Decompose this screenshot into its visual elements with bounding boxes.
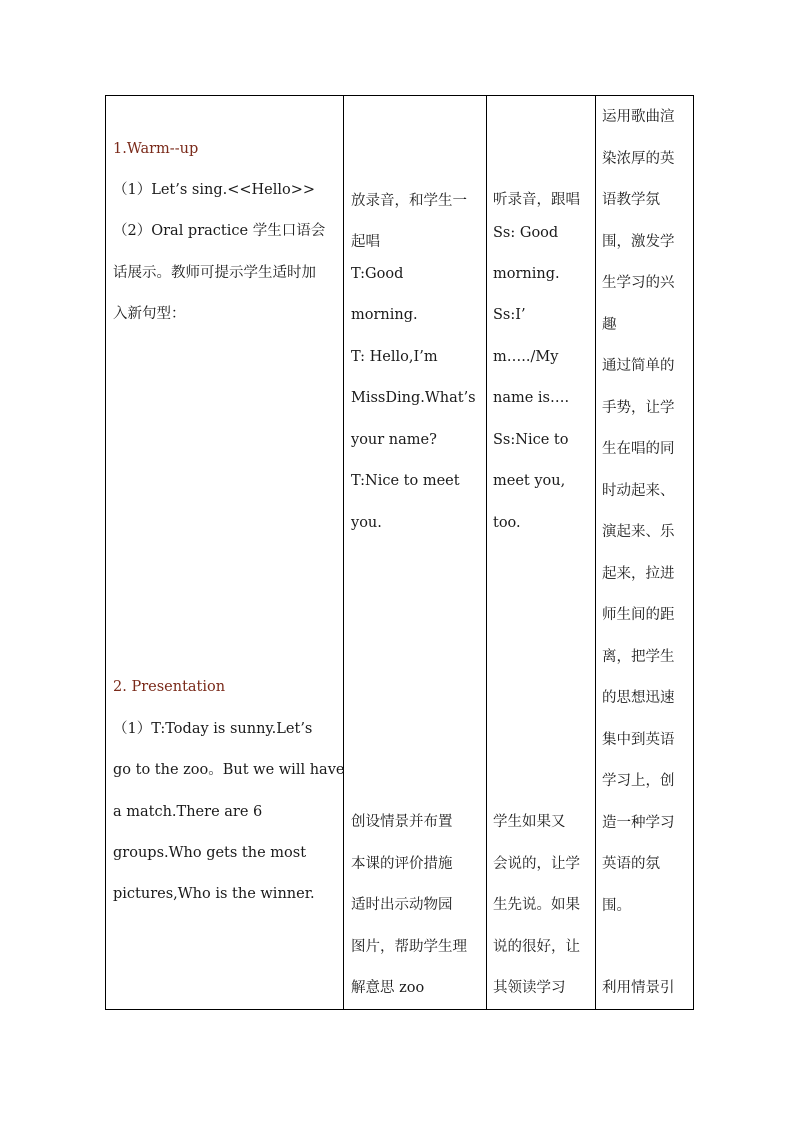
purpose-line: 围，激发学 [602,234,675,250]
purpose-line: 生在唱的同 [602,441,675,457]
student-line: meet you, [493,473,566,489]
purpose-line: 运用歌曲渲 [602,109,675,125]
student-line: m…../My [493,349,559,365]
presentation-line: pictures,Who is the winner. [113,886,315,902]
teacher-line: MissDing.What’s [351,390,476,406]
warmup-line: （1）Let’s sing.<<Hello>> [113,182,316,198]
teacher-line: 适时出示动物园 [351,897,453,913]
teacher-line: 创设情景并布置 [351,814,453,830]
student-line: 学生如果又 [493,814,566,830]
table-row [106,96,694,1010]
student-line: 说的很好，让 [493,939,580,955]
student-line: Ss:I’ [493,307,526,323]
purpose-line: 演起来、乐 [602,524,675,540]
teacher-line: 解意思 zoo [351,980,425,996]
presentation-line: （1）T:Today is sunny.Let’s [113,721,313,737]
student-line: 会说的，让学 [493,856,580,872]
student-line: name is…. [493,390,570,406]
teacher-line: morning. [351,307,418,323]
presentation-line: go to the zoo。But we will have [113,762,345,778]
purpose-line: 学习上，创 [602,773,675,789]
presentation-heading: 2. Presentation [113,679,226,695]
student-line: 生先说。如果 [493,897,580,913]
design-purpose-cell [596,96,694,1010]
teacher-line: 放录音，和学生一 [351,193,467,209]
purpose-line: 语教学氛 [602,192,660,208]
student-line: morning. [493,266,560,282]
presentation-line: groups.Who gets the most [113,845,307,861]
warmup-line: 入新句型： [113,306,186,322]
activities-cell [106,96,344,1010]
student-line: Ss: Good [493,225,559,241]
purpose-line: 英语的氛 [602,856,660,872]
warmup-line: 话展示。教师可提示学生适时加 [113,265,316,281]
purpose-line: 集中到英语 [602,732,675,748]
purpose-line: 通过简单的 [602,358,675,374]
purpose-line: 生学习的兴 [602,275,675,291]
teacher-activity-cell [344,96,487,1010]
student-line: 其领读学习 [493,980,566,996]
teacher-line: 图片，帮助学生理 [351,939,467,955]
teacher-line: 本课的评价措施 [351,856,453,872]
purpose-line: 染浓厚的英 [602,151,675,167]
purpose-line: 时动起来、 [602,483,675,499]
purpose-line: 趣 [602,317,617,333]
purpose-line: 手势，让学 [602,400,675,416]
presentation-line: a match.There are 6 [113,804,263,820]
student-line: too. [493,515,521,531]
purpose-line: 起来，拉进 [602,566,675,582]
warmup-heading: 1.Warm--up [113,141,199,157]
purpose-line: 造一种学习 [602,815,675,831]
warmup-line: （2）Oral practice 学生口语会 [113,223,326,239]
teacher-line: you. [351,515,382,531]
teacher-line: T: Hello,I’m [351,349,438,365]
teacher-line: 起唱 [351,234,380,250]
purpose-line: 利用情景引 [602,980,675,996]
student-line: 听录音，跟唱 [493,192,580,208]
teacher-line: T:Good [351,266,404,282]
teacher-line: your name? [351,432,437,448]
student-line: Ss:Nice to [493,432,569,448]
purpose-line: 离，把学生 [602,649,675,665]
purpose-line: 师生间的距 [602,607,675,623]
purpose-line: 的思想迅速 [602,690,675,706]
purpose-line: 围。 [602,898,631,914]
student-activity-cell [487,96,596,1010]
lesson-plan-table [105,95,694,1010]
teacher-line: T:Nice to meet [351,473,460,489]
